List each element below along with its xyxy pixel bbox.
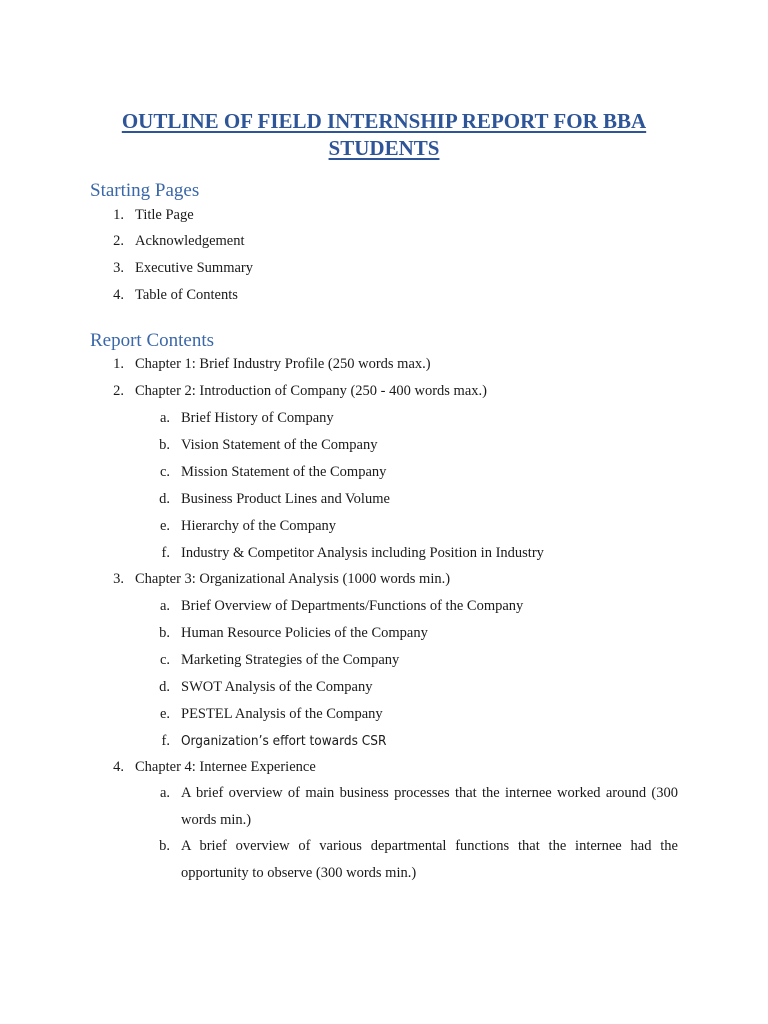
- subitem-letter: b.: [159, 437, 170, 453]
- subitem-text: Industry & Competitor Analysis including Position in Industry: [181, 545, 544, 561]
- subitem-letter: e.: [159, 518, 170, 534]
- subitem-letter: c.: [159, 652, 170, 668]
- chapter-text: Chapter 1: Brief Industry Profile (250 words max.): [135, 356, 431, 372]
- subitem-text: A brief overview of various departmental functions that the internee had the opportunity to observe (300 words min.): [181, 838, 678, 881]
- subitem-letter: b.: [159, 838, 170, 854]
- list-item-text: Title Page: [135, 207, 194, 223]
- subitem-letter: a.: [159, 410, 170, 426]
- subitem-text: Business Product Lines and Volume: [181, 491, 390, 507]
- chapter-text: Chapter 2: Introduction of Company (250 - 400 words max.): [135, 383, 487, 399]
- document-title-line-1: OUTLINE OF FIELD INTERNSHIP REPORT FOR BBA: [121, 109, 647, 133]
- subitem-text: Organization’s effort towards CSR: [181, 733, 387, 749]
- subitem-text: Human Resource Policies of the Company: [181, 625, 428, 641]
- subitem-text: Brief Overview of Departments/Functions of the Company: [181, 598, 524, 614]
- chapter-text: Chapter 4: Internee Experience: [135, 759, 316, 775]
- list-item-text: Table of Contents: [135, 287, 238, 303]
- subitem-letter: f.: [161, 545, 170, 561]
- subitem-letter: d.: [159, 491, 170, 507]
- report-contents-heading: Report Contents: [90, 330, 215, 351]
- subitem-text: A brief overview of main business processes that the internee worked around (300 words min.): [181, 785, 678, 828]
- subitem-letter: b.: [159, 625, 170, 641]
- subitem-text: Marketing Strategies of the Company: [181, 652, 400, 668]
- subitem-text: PESTEL Analysis of the Company: [181, 706, 383, 722]
- subitem-letter: a.: [159, 598, 170, 614]
- subitem-text: Vision Statement of the Company: [181, 437, 378, 453]
- list-item-number: 3.: [113, 260, 124, 276]
- document-title-line-2: STUDENTS: [328, 136, 440, 160]
- list-item-text: Executive Summary: [135, 260, 253, 276]
- list-item-number: 1.: [113, 207, 124, 223]
- subitem-letter: a.: [159, 785, 170, 801]
- starting-pages-heading: Starting Pages: [90, 180, 200, 201]
- subitem-text: SWOT Analysis of the Company: [181, 679, 373, 695]
- subitem-letter: d.: [159, 679, 170, 695]
- chapter-number: 1.: [113, 356, 124, 372]
- list-item-number: 2.: [113, 233, 124, 249]
- list-item-text: Acknowledgement: [135, 233, 245, 249]
- subitem-text: Hierarchy of the Company: [181, 518, 337, 534]
- subitem-text: Mission Statement of the Company: [181, 464, 387, 480]
- list-item-number: 4.: [113, 287, 124, 303]
- subitem-letter: e.: [159, 706, 170, 722]
- subitem-letter: c.: [159, 464, 170, 480]
- subitem-text: Brief History of Company: [181, 410, 334, 426]
- document-title: [90, 108, 678, 162]
- subitem-letter: f.: [161, 733, 170, 749]
- chapter-number: 2.: [113, 383, 124, 399]
- chapter-number: 3.: [113, 571, 124, 587]
- chapter-text: Chapter 3: Organizational Analysis (1000 words min.): [135, 571, 451, 587]
- chapter-number: 4.: [113, 759, 124, 775]
